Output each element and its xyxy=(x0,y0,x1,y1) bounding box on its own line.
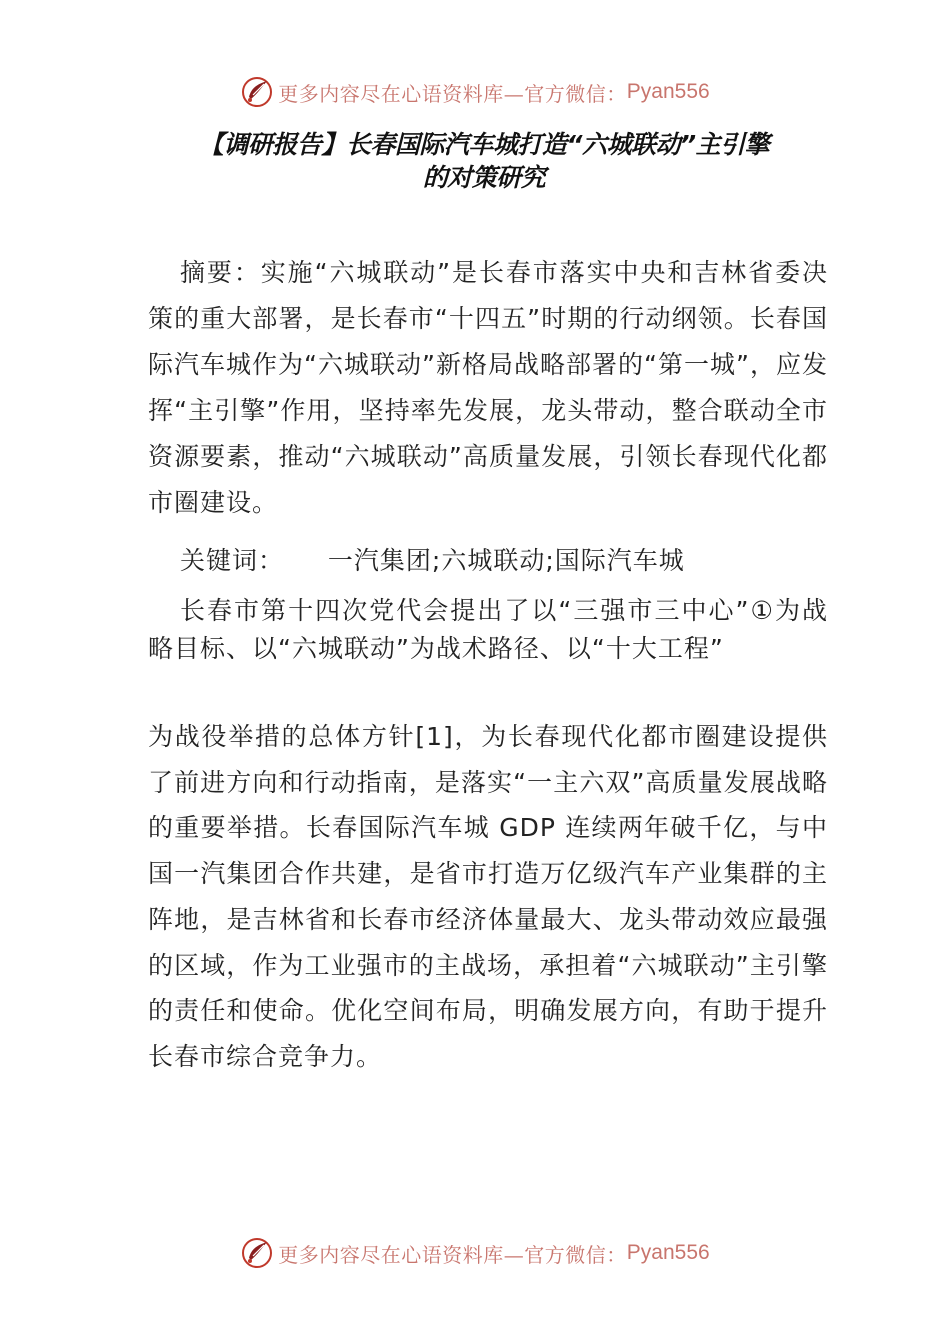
footer-banner xyxy=(0,1233,950,1273)
header-banner xyxy=(0,72,950,112)
logo-icon xyxy=(240,1236,274,1270)
paragraph-1-text-b: 为战役举措的总体方针[1]，为长春现代化都市圈建设提供了前进方向和行动指南，是落实“一主六双”高质量发展战略的重要举措。长春国际汽车城 GDP 连续两年破千亿，与中国一汽集团合作共建，是省市打造万亿级汽车产业集群的主阵地，是吉林省和长春市经济体量最大、龙头带动效应最强的区域，作为工业强市的主战场，承担着“六城联动”主引擎的责任和使命。优化空间布局，明确发展方向，有助于提升长春市综合竞争力。 xyxy=(148,722,828,1071)
logo-icon xyxy=(240,75,274,109)
banner-text: 更多内容尽在心语资料库—官方微信： xyxy=(278,81,627,106)
keywords-section xyxy=(148,538,828,584)
title-line-1: 【调研报告】长春国际汽车城打造“六城联动”主引擎 xyxy=(198,130,770,159)
keywords-value: 一汽集团;六城联动;国际汽车城 xyxy=(327,546,685,575)
keywords-label: 关键词： xyxy=(180,546,285,575)
banner-text: 更多内容尽在心语资料库—官方微信： xyxy=(278,1242,627,1267)
banner-wechat-id: Pyan556 xyxy=(626,1241,710,1264)
title-line-2: 的对策研究 xyxy=(422,163,546,192)
abstract-text: 摘要：实施“六城联动”是长春市落实中央和吉林省委决策的重大部署，是长春市“十四五”时期的行动纲领。长春国际汽车城作为“六城联动”新格局战略部署的“第一城”，应发挥“主引擎”作用，坚持率先发展，龙头带动，整合联动全市资源要素，推动“六城联动”高质量发展，引领长春现代化都市圈建设。 xyxy=(148,258,828,517)
paragraph-1-part-1 xyxy=(148,592,828,668)
banner-wechat-id: Pyan556 xyxy=(626,80,710,103)
paragraph-1-text-a: 长春市第十四次党代会提出了以“三强市三中心”①为战略目标、以“六城联动”为战术路径、以“十大工程” xyxy=(148,596,828,663)
document-title xyxy=(148,128,820,194)
paragraph-1-part-2 xyxy=(148,714,828,1080)
abstract-section xyxy=(148,250,828,526)
